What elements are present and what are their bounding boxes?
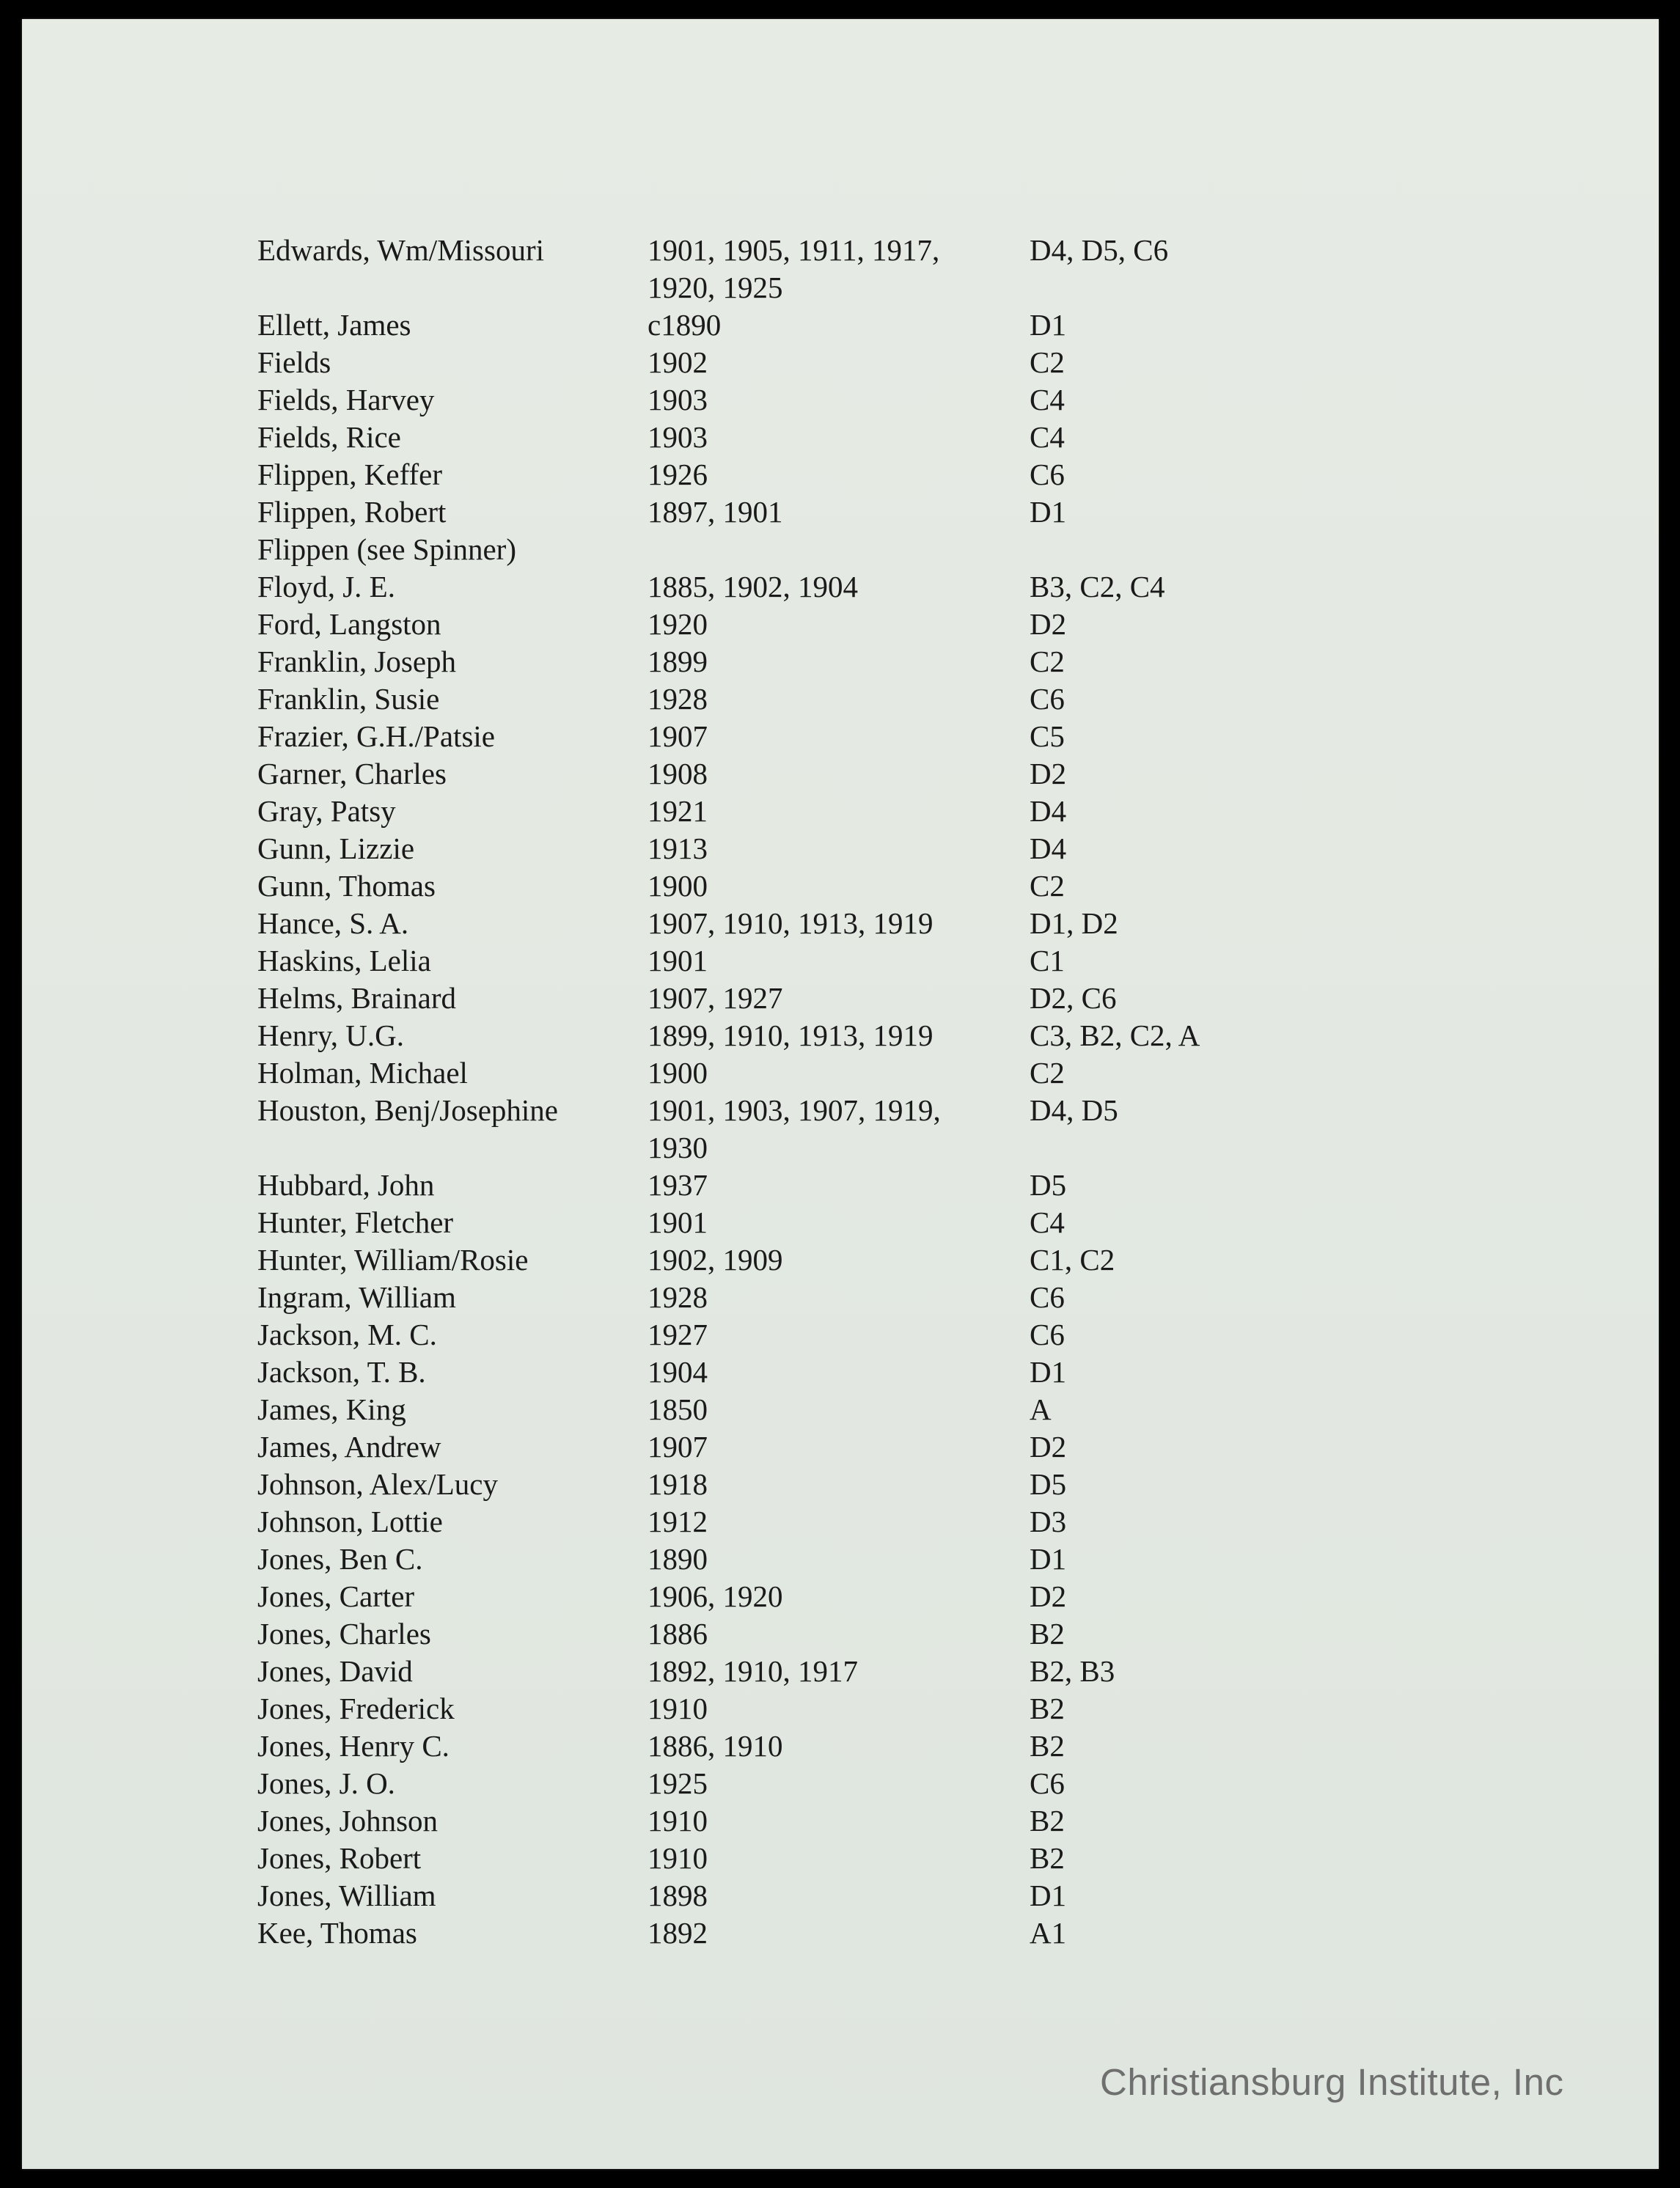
entry-name: Jones, Henry C. — [257, 1729, 450, 1763]
entry-name: Helms, Brainard — [257, 981, 456, 1015]
entry-years: 1902, 1909 — [648, 1243, 783, 1277]
entry-codes: C1, C2 — [1030, 1243, 1115, 1277]
entry-years: 1928 — [648, 682, 708, 716]
entry-codes: C6 — [1030, 1766, 1065, 1800]
document-page — [22, 19, 1659, 2169]
entry-years: 1892 — [648, 1916, 708, 1950]
entry-years: 1900 — [648, 869, 708, 903]
entry-codes: C3, B2, C2, A — [1030, 1018, 1200, 1052]
entry-name: Jackson, M. C. — [257, 1318, 437, 1351]
entry-years: 1886, 1910 — [648, 1729, 783, 1763]
entry-years: 1928 — [648, 1280, 708, 1314]
entry-codes: D1 — [1030, 308, 1067, 342]
entry-years: 1898 — [648, 1879, 708, 1912]
entry-name: Jones, David — [257, 1654, 413, 1688]
entry-name: Haskins, Lelia — [257, 944, 431, 977]
entry-name: Jones, Ben C. — [257, 1542, 423, 1576]
entry-years: 1901, 1905, 1911, 1917, 1920, 1925 — [648, 233, 940, 304]
entry-codes: B2 — [1030, 1729, 1065, 1763]
entry-years: 1918 — [648, 1467, 708, 1501]
entry-codes: C6 — [1030, 1280, 1065, 1314]
entry-years: 1899 — [648, 645, 708, 678]
name-index-list — [22, 19, 1659, 2169]
entry-codes: C2 — [1030, 345, 1065, 379]
entry-codes: A1 — [1030, 1916, 1067, 1950]
entry-years: 1912 — [648, 1505, 708, 1538]
entry-codes: C2 — [1030, 645, 1065, 678]
entry-name: Hance, S. A. — [257, 906, 409, 940]
entry-years: 1907 — [648, 719, 708, 753]
entry-name: Hunter, William/Rosie — [257, 1243, 529, 1277]
entry-name: Jones, Johnson — [257, 1804, 439, 1838]
entry-years: 1901 — [648, 944, 708, 977]
entry-years: 1907 — [648, 1430, 708, 1464]
entry-codes: B2 — [1030, 1804, 1065, 1838]
entry-codes: D2 — [1030, 1430, 1067, 1464]
watermark-text: Christiansburg Institute, Inc — [1100, 2061, 1564, 2103]
entry-name: Edwards, Wm/Missouri — [257, 233, 545, 267]
entry-name: Flippen, Robert — [257, 495, 447, 529]
entry-name: Flippen (see Spinner) — [257, 532, 516, 566]
entry-years: 1907, 1927 — [648, 981, 783, 1015]
entry-codes: B2, B3 — [1030, 1654, 1115, 1688]
entry-codes: D4 — [1030, 794, 1067, 828]
entry-years: 1903 — [648, 420, 708, 454]
entry-name: Flippen, Keffer — [257, 458, 443, 491]
entry-name: Jones, Carter — [257, 1579, 415, 1613]
entry-name: Fields — [257, 345, 331, 379]
entry-codes: C1 — [1030, 944, 1065, 977]
entry-years: c1890 — [648, 308, 722, 342]
entry-name: Houston, Benj/Josephine — [257, 1093, 558, 1127]
entry-name: Jones, Robert — [257, 1841, 422, 1875]
entry-name: Hunter, Fletcher — [257, 1205, 454, 1239]
entry-name: Jones, William — [257, 1879, 436, 1912]
entry-years: 1901, 1903, 1907, 1919, 1930 — [648, 1093, 941, 1164]
entry-name: Jones, J. O. — [257, 1766, 395, 1800]
entry-codes: D2 — [1030, 1579, 1067, 1613]
entry-years: 1908 — [648, 757, 708, 790]
entry-name: Kee, Thomas — [257, 1916, 417, 1950]
entry-codes: D2, C6 — [1030, 981, 1117, 1015]
entry-codes: C2 — [1030, 869, 1065, 903]
entry-name: Ellett, James — [257, 308, 411, 342]
entry-years: 1899, 1910, 1913, 1919 — [648, 1018, 933, 1052]
entry-name: Gray, Patsy — [257, 794, 396, 828]
entry-codes: B3, C2, C4 — [1030, 570, 1165, 603]
entry-years: 1904 — [648, 1355, 708, 1389]
entry-years: 1890 — [648, 1542, 708, 1576]
entry-years: 1850 — [648, 1392, 708, 1426]
entry-name: James, Andrew — [257, 1430, 441, 1464]
entry-codes: C4 — [1030, 420, 1065, 454]
entry-years: 1897, 1901 — [648, 495, 783, 529]
entry-codes: A — [1030, 1392, 1052, 1426]
entry-name: Garner, Charles — [257, 757, 447, 790]
entry-codes: B2 — [1030, 1692, 1065, 1725]
entry-years: 1920 — [648, 607, 708, 641]
entry-years: 1886 — [648, 1617, 708, 1651]
entry-name: Henry, U.G. — [257, 1018, 405, 1052]
entry-name: Frazier, G.H./Patsie — [257, 719, 495, 753]
entry-codes: C4 — [1030, 1205, 1065, 1239]
entry-years: 1906, 1920 — [648, 1579, 783, 1613]
entry-years: 1902 — [648, 345, 708, 379]
entry-name: Jackson, T. B. — [257, 1355, 426, 1389]
entry-years: 1910 — [648, 1692, 708, 1725]
entry-codes: D1 — [1030, 495, 1067, 529]
entry-codes: D4, D5, C6 — [1030, 233, 1169, 267]
entry-name: Gunn, Lizzie — [257, 831, 415, 865]
entry-years: 1903 — [648, 383, 708, 416]
entry-years: 1925 — [648, 1766, 708, 1800]
entry-name: Ingram, William — [257, 1280, 456, 1314]
entry-name: Franklin, Joseph — [257, 645, 457, 678]
entry-codes: C5 — [1030, 719, 1065, 753]
entry-years: 1885, 1902, 1904 — [648, 570, 858, 603]
entry-years: 1900 — [648, 1056, 708, 1090]
entry-name: Fields, Harvey — [257, 383, 435, 416]
entry-codes: D1 — [1030, 1879, 1067, 1912]
entry-codes: B2 — [1030, 1841, 1065, 1875]
entry-codes: D5 — [1030, 1467, 1067, 1501]
entry-name: Floyd, J. E. — [257, 570, 395, 603]
entry-codes: B2 — [1030, 1617, 1065, 1651]
entry-codes: C4 — [1030, 383, 1065, 416]
entry-codes: C6 — [1030, 682, 1065, 716]
entry-codes: D1 — [1030, 1542, 1067, 1576]
entry-years: 1926 — [648, 458, 708, 491]
entry-codes: D5 — [1030, 1168, 1067, 1202]
entry-years: 1907, 1910, 1913, 1919 — [648, 906, 933, 940]
entry-years: 1892, 1910, 1917 — [648, 1654, 858, 1688]
entry-codes: D1 — [1030, 1355, 1067, 1389]
entry-years: 1913 — [648, 831, 708, 865]
entry-codes: D2 — [1030, 757, 1067, 790]
entry-codes: D3 — [1030, 1505, 1067, 1538]
entry-name: Johnson, Lottie — [257, 1505, 443, 1538]
entry-codes: C2 — [1030, 1056, 1065, 1090]
entry-codes: C6 — [1030, 458, 1065, 491]
entry-years: 1927 — [648, 1318, 708, 1351]
entry-codes: D4, D5 — [1030, 1093, 1118, 1127]
entry-years: 1901 — [648, 1205, 708, 1239]
entry-years: 1937 — [648, 1168, 708, 1202]
entry-name: Fields, Rice — [257, 420, 401, 454]
entry-codes: D4 — [1030, 831, 1067, 865]
entry-name: Franklin, Susie — [257, 682, 440, 716]
entry-codes: D2 — [1030, 607, 1067, 641]
entry-years: 1910 — [648, 1841, 708, 1875]
entry-name: Johnson, Alex/Lucy — [257, 1467, 498, 1501]
entry-name: James, King — [257, 1392, 406, 1426]
entry-name: Jones, Frederick — [257, 1692, 455, 1725]
entry-years: 1910 — [648, 1804, 708, 1838]
entry-codes: D1, D2 — [1030, 906, 1118, 940]
entry-years: 1921 — [648, 794, 708, 828]
entry-name: Holman, Michael — [257, 1056, 468, 1090]
entry-codes: C6 — [1030, 1318, 1065, 1351]
entry-name: Ford, Langston — [257, 607, 441, 641]
entry-name: Hubbard, John — [257, 1168, 435, 1202]
entry-name: Jones, Charles — [257, 1617, 431, 1651]
entry-name: Gunn, Thomas — [257, 869, 436, 903]
